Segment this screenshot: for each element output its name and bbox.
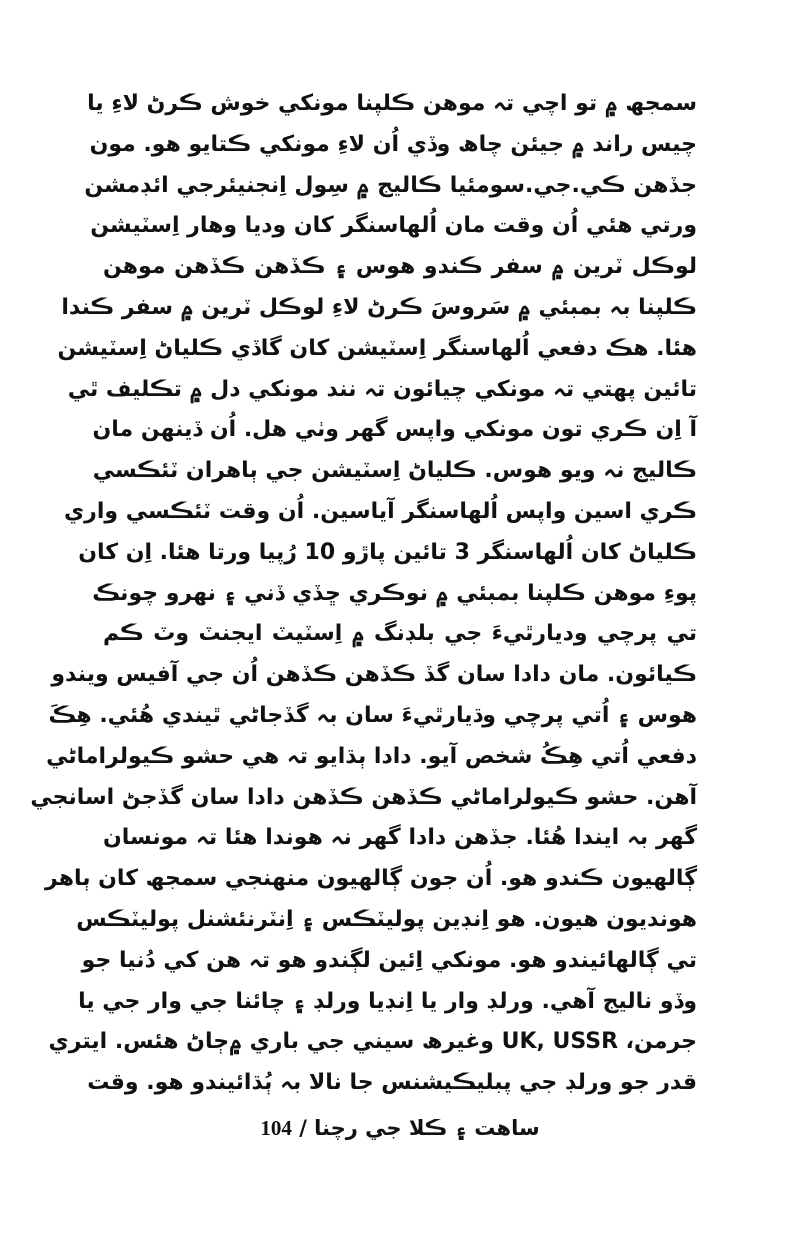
text-line: تائين پھتي تہ مونکي چيائون تہ نند مونکي دل ۾ تڪليف ٿي bbox=[67, 376, 697, 402]
text-line: ڳالھيون ڪندو ھو. اُن جون ڳالھيون منھنجي سمجھ کان ٻاھر bbox=[45, 866, 697, 892]
text-line: لوڪل ٽرين ۾ سفر ڪندو ھوس ۽ ڪڏھن ڪڏھن موھن bbox=[103, 254, 697, 280]
text-line: قدر جو ورلڊ جي پبليڪيشنس جا نالا بہ ٻُڌائيندو ھو. وقت bbox=[87, 1070, 697, 1096]
text-line: آ اِن ڪري تون مونکي واپس گھر وٺي ھل. اُن ڏينھن مان bbox=[92, 417, 697, 443]
text-line: جرمن، UK, USSR وغيرھ سيني جي باري ۾ڄاڻ ھئس. ايتري bbox=[48, 1029, 697, 1055]
text-line: ھئا. ھڪ دفعي اُلھاسنگر اِسٽيشن کان گاڏي ڪلياڻ اِسٽيشن bbox=[57, 335, 697, 361]
text-line: آھن. حشو ڪيولراماڻي ڪڏھن ڪڏھن دادا سان گڏجڻ اسانجي bbox=[30, 784, 697, 810]
footer-separator: / bbox=[299, 1116, 307, 1140]
text-line: تي ڳالھائيندو ھو. مونکي اِئين لڳندو ھو تہ ھن کي دُنيا جو bbox=[81, 947, 697, 973]
text-line: ڪاليج نہ ويو ھوس. ڪلياڻ اِسٽيشن جي ٻاھران ٽئڪسي bbox=[92, 458, 697, 484]
text-line: پوءِ موھن ڪلپنا بمبئي ۾ نوڪري ڇڏي ڏني ۽ نھرو چونڪ bbox=[92, 580, 697, 606]
text-line: تي پرچي وديارٿيءَ جي بلڊنگ ۾ اِسٽيٽ ايجنٽ وٽ ڪم bbox=[103, 621, 697, 647]
text-line: وڏو ناليج آھي. ورلڊ وار يا اِنڊيا ورلڊ ۽ چائنا جي وار جي يا bbox=[78, 988, 697, 1014]
book-title: ساھت ۽ ڪلا جي رچنا bbox=[314, 1116, 540, 1140]
text-line: گھر بہ ايندا ھُئا. جڏھن دادا گھر نہ ھوندا ھئا تہ مونسان bbox=[103, 825, 697, 851]
text-line: ڪلياڻ کان اُلھاسنگر 3 تائين پاڙو 10 رُپيا ورتا ھئا. اِن کان bbox=[78, 539, 697, 565]
text-line: ڪلپنا بہ بمبئي ۾ سَروسَ ڪرڻ لاءِ لوڪل ٽرين ۾ سفر ڪندا bbox=[61, 294, 697, 320]
text-line: سمجھ ۾ تو اچي تہ موھن ڪلپنا مونکي خوش ڪرڻ لاءِ يا bbox=[87, 91, 697, 116]
page-footer bbox=[0, 1108, 800, 1148]
text-line: جڏھن ڪي.جي.سومئيا ڪاليج ۾ سِول اِنجنيئرجي ائڊمشن bbox=[84, 172, 697, 198]
text-line: چيس راند ۾ جيئن چاھ وڏي اُن لاءِ مونکي ڪتايو ھو. مون bbox=[89, 131, 697, 157]
text-line: ھوس ۽ اُتي پرچي وڌيارٿيءَ سان بہ گڏجاڻي ٿيندي ھُئي. ھِڪَ bbox=[48, 702, 697, 728]
text-line: ڪيائون. مان دادا سان گڏ ڪڏھن ڪڏھن اُن جي آفيس ويندو bbox=[51, 662, 697, 688]
text-line: دفعي اُتي ھِڪُ شخص آيو. دادا ٻڌايو تہ ھي حشو ڪيولراماڻي bbox=[46, 743, 697, 769]
text-line: ڪري اسين واپس اُلھاسنگر آياسين. اُن وقت ٽئڪسي واري bbox=[63, 498, 697, 524]
body-text bbox=[30, 84, 697, 1104]
text-line: ورتي ھئي اُن وقت مان اُلھاسنگر کان وديا وھار اِسٽيشن bbox=[90, 213, 697, 239]
page-number: 104 bbox=[260, 1116, 292, 1140]
text-line: ھونديون ھيون. ھو اِنڊين پوليٽڪس ۽ اِنٽرنئشنل پوليٽڪس bbox=[76, 906, 697, 932]
